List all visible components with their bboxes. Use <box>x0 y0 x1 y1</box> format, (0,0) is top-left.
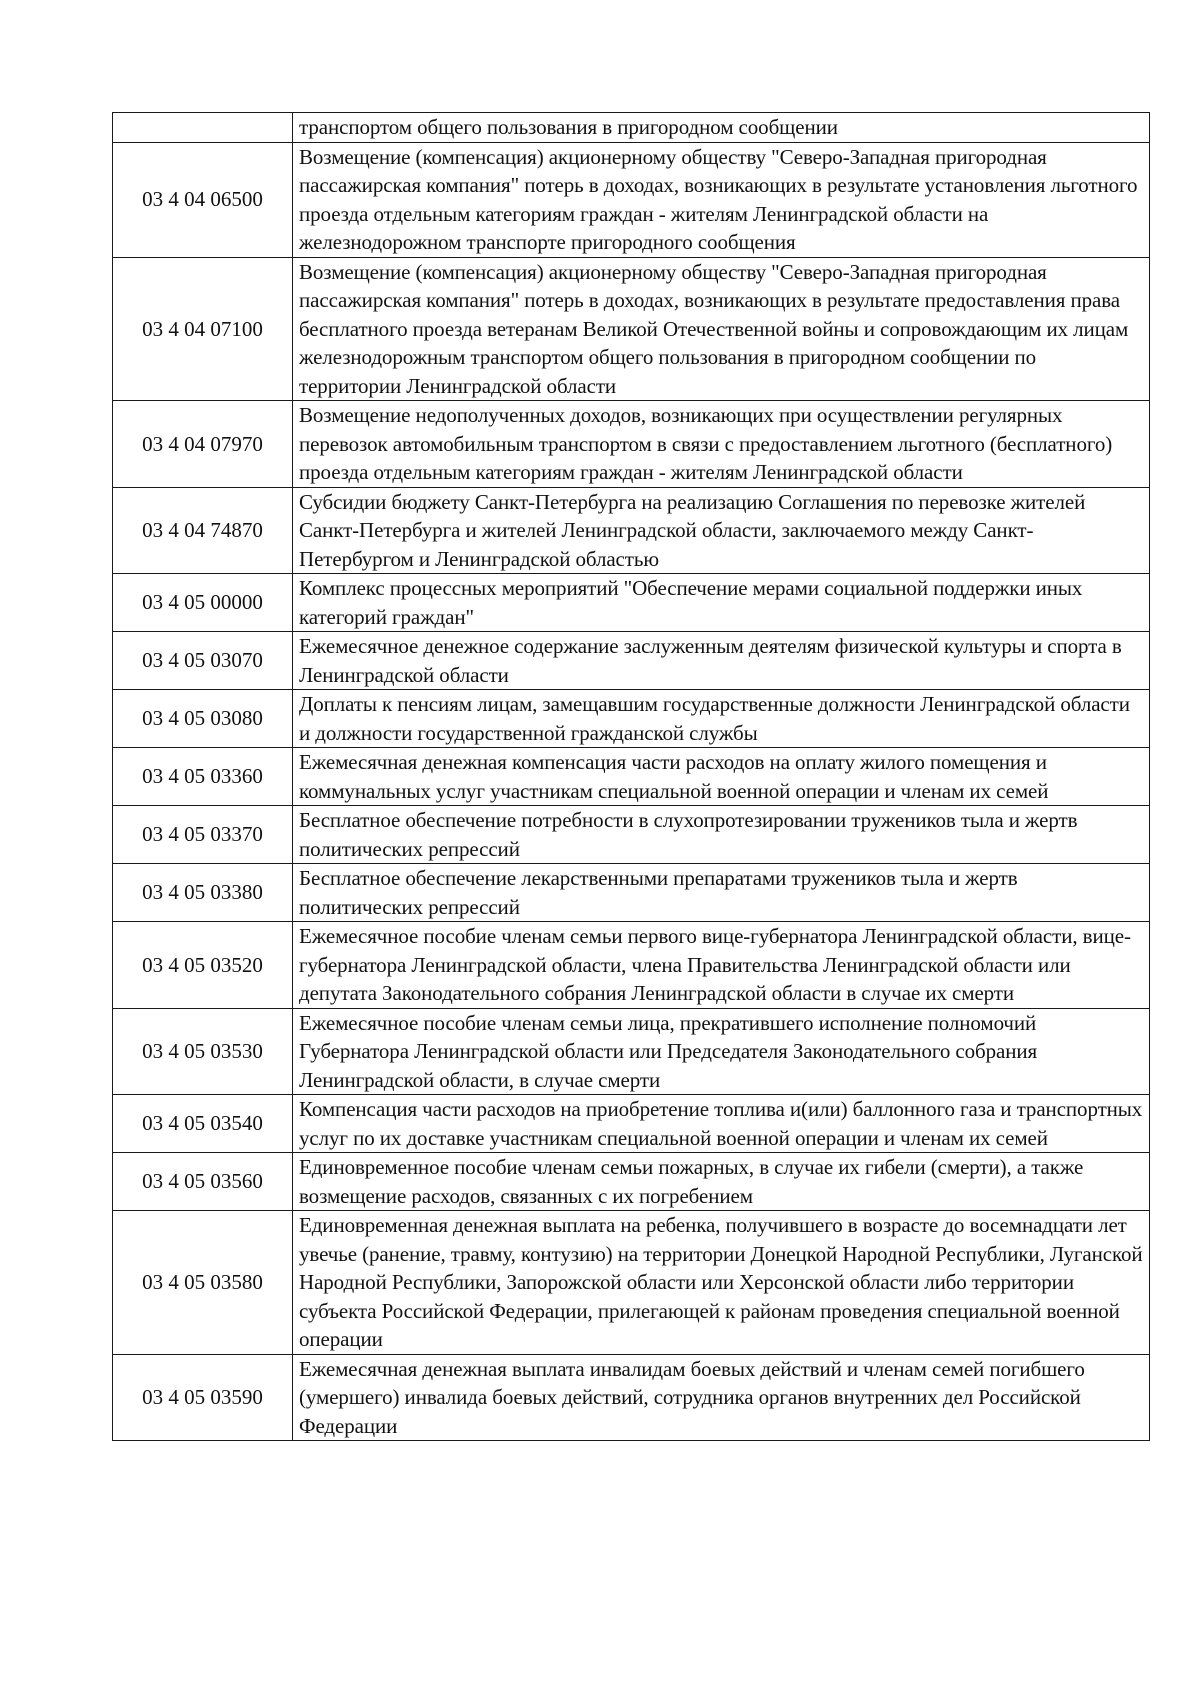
code-cell: 03 4 05 03080 <box>113 690 293 748</box>
description-cell: Компенсация части расходов на приобретение топлива и(или) баллонного газа и транспортных услуг по их доставке участникам специальной военной операции и членам их семей <box>293 1095 1150 1153</box>
description-cell: Бесплатное обеспечение лекарственными препаратами тружеников тыла и жертв политических репрессий <box>293 864 1150 922</box>
table-row <box>113 1153 1150 1211</box>
description-cell: Единовременная денежная выплата на ребенка, получившего в возрасте до восемнадцати лет увечье (ранение, травму, контузию) на территории Донецкой Народной Республики, Луганской Народной Республики, Запорожской области или Херсонской области либо территории субъекта Российской Федерации, прилегающей к районам проведения специальной военной операции <box>293 1211 1150 1355</box>
code-cell: 03 4 05 03530 <box>113 1008 293 1095</box>
table-row <box>113 632 1150 690</box>
table-row <box>113 257 1150 401</box>
table-row <box>113 806 1150 864</box>
code-cell: 03 4 04 07100 <box>113 257 293 401</box>
description-cell: Ежемесячная денежная компенсация части расходов на оплату жилого помещения и коммунальных услуг участникам специальной военной операции и членам их семей <box>293 748 1150 806</box>
table-row <box>113 487 1150 574</box>
description-cell: Единовременное пособие членам семьи пожарных, в случае их гибели (смерти), а также возмещение расходов, связанных с их погребением <box>293 1153 1150 1211</box>
table-row <box>113 142 1150 257</box>
description-cell: Доплаты к пенсиям лицам, замещавшим государственные должности Ленинградской области и должности государственной гражданской службы <box>293 690 1150 748</box>
code-cell: 03 4 04 07970 <box>113 401 293 488</box>
document-page <box>112 112 1149 1441</box>
code-cell: 03 4 05 03070 <box>113 632 293 690</box>
table-row <box>113 1211 1150 1355</box>
description-cell: Возмещение (компенсация) акционерному обществу "Северо-Западная пригородная пассажирская компания" потерь в доходах, возникающих в результате предоставления права бесплатного проезда ветеранам Великой Отечественной войны и сопровождающим их лицам железнодорожным транспортом общего пользования в пригородном сообщении по территории Ленинградской области <box>293 257 1150 401</box>
table-row <box>113 748 1150 806</box>
code-cell: 03 4 04 74870 <box>113 487 293 574</box>
code-cell: 03 4 05 03590 <box>113 1354 293 1441</box>
code-cell: 03 4 05 03580 <box>113 1211 293 1355</box>
code-cell: 03 4 05 03360 <box>113 748 293 806</box>
table-row <box>113 113 1150 143</box>
description-cell: Возмещение недополученных доходов, возникающих при осуществлении регулярных перевозок автомобильным транспортом в связи с предоставлением льготного (бесплатного) проезда отдельным категориям граждан - жителям Ленинградской области <box>293 401 1150 488</box>
code-cell: 03 4 05 00000 <box>113 574 293 632</box>
table-row <box>113 401 1150 488</box>
table-row <box>113 1008 1150 1095</box>
code-cell: 03 4 04 06500 <box>113 142 293 257</box>
description-cell: Ежемесячное денежное содержание заслуженным деятелям физической культуры и спорта в Ленинградской области <box>293 632 1150 690</box>
table-row <box>113 922 1150 1009</box>
code-cell: 03 4 05 03540 <box>113 1095 293 1153</box>
description-cell: Ежемесячное пособие членам семьи первого вице-губернатора Ленинградской области, вице-губернатора Ленинградской области, члена Правительства Ленинградской области или депутата Законодательного собрания Ленинградской области в случае их смерти <box>293 922 1150 1009</box>
description-cell: Возмещение (компенсация) акционерному обществу "Северо-Западная пригородная пассажирская компания" потерь в доходах, возникающих в результате установления льготного проезда отдельным категориям граждан - жителям Ленинградской области на железнодорожном транспорте пригородного сообщения <box>293 142 1150 257</box>
table-row <box>113 864 1150 922</box>
description-cell: Ежемесячное пособие членам семьи лица, прекратившего исполнение полномочий Губернатора Ленинградской области или Председателя Законодательного собрания Ленинградской области, в случае смерти <box>293 1008 1150 1095</box>
table-row <box>113 1354 1150 1441</box>
code-cell: 03 4 05 03560 <box>113 1153 293 1211</box>
code-cell <box>113 113 293 143</box>
table-row <box>113 574 1150 632</box>
description-cell: транспортом общего пользования в пригородном сообщении <box>293 113 1150 143</box>
budget-codes-table <box>112 112 1150 1441</box>
description-cell: Комплекс процессных мероприятий "Обеспечение мерами социальной поддержки иных категорий граждан" <box>293 574 1150 632</box>
description-cell: Субсидии бюджету Санкт-Петербурга на реализацию Соглашения по перевозке жителей Санкт-Петербурга и жителей Ленинградской области, заключаемого между Санкт-Петербургом и Ленинградской областью <box>293 487 1150 574</box>
description-cell: Бесплатное обеспечение потребности в слухопротезировании тружеников тыла и жертв политических репрессий <box>293 806 1150 864</box>
table-row <box>113 690 1150 748</box>
code-cell: 03 4 05 03370 <box>113 806 293 864</box>
description-cell: Ежемесячная денежная выплата инвалидам боевых действий и членам семей погибшего (умершего) инвалида боевых действий, сотрудника органов внутренних дел Российской Федерации <box>293 1354 1150 1441</box>
code-cell: 03 4 05 03520 <box>113 922 293 1009</box>
code-cell: 03 4 05 03380 <box>113 864 293 922</box>
table-row <box>113 1095 1150 1153</box>
